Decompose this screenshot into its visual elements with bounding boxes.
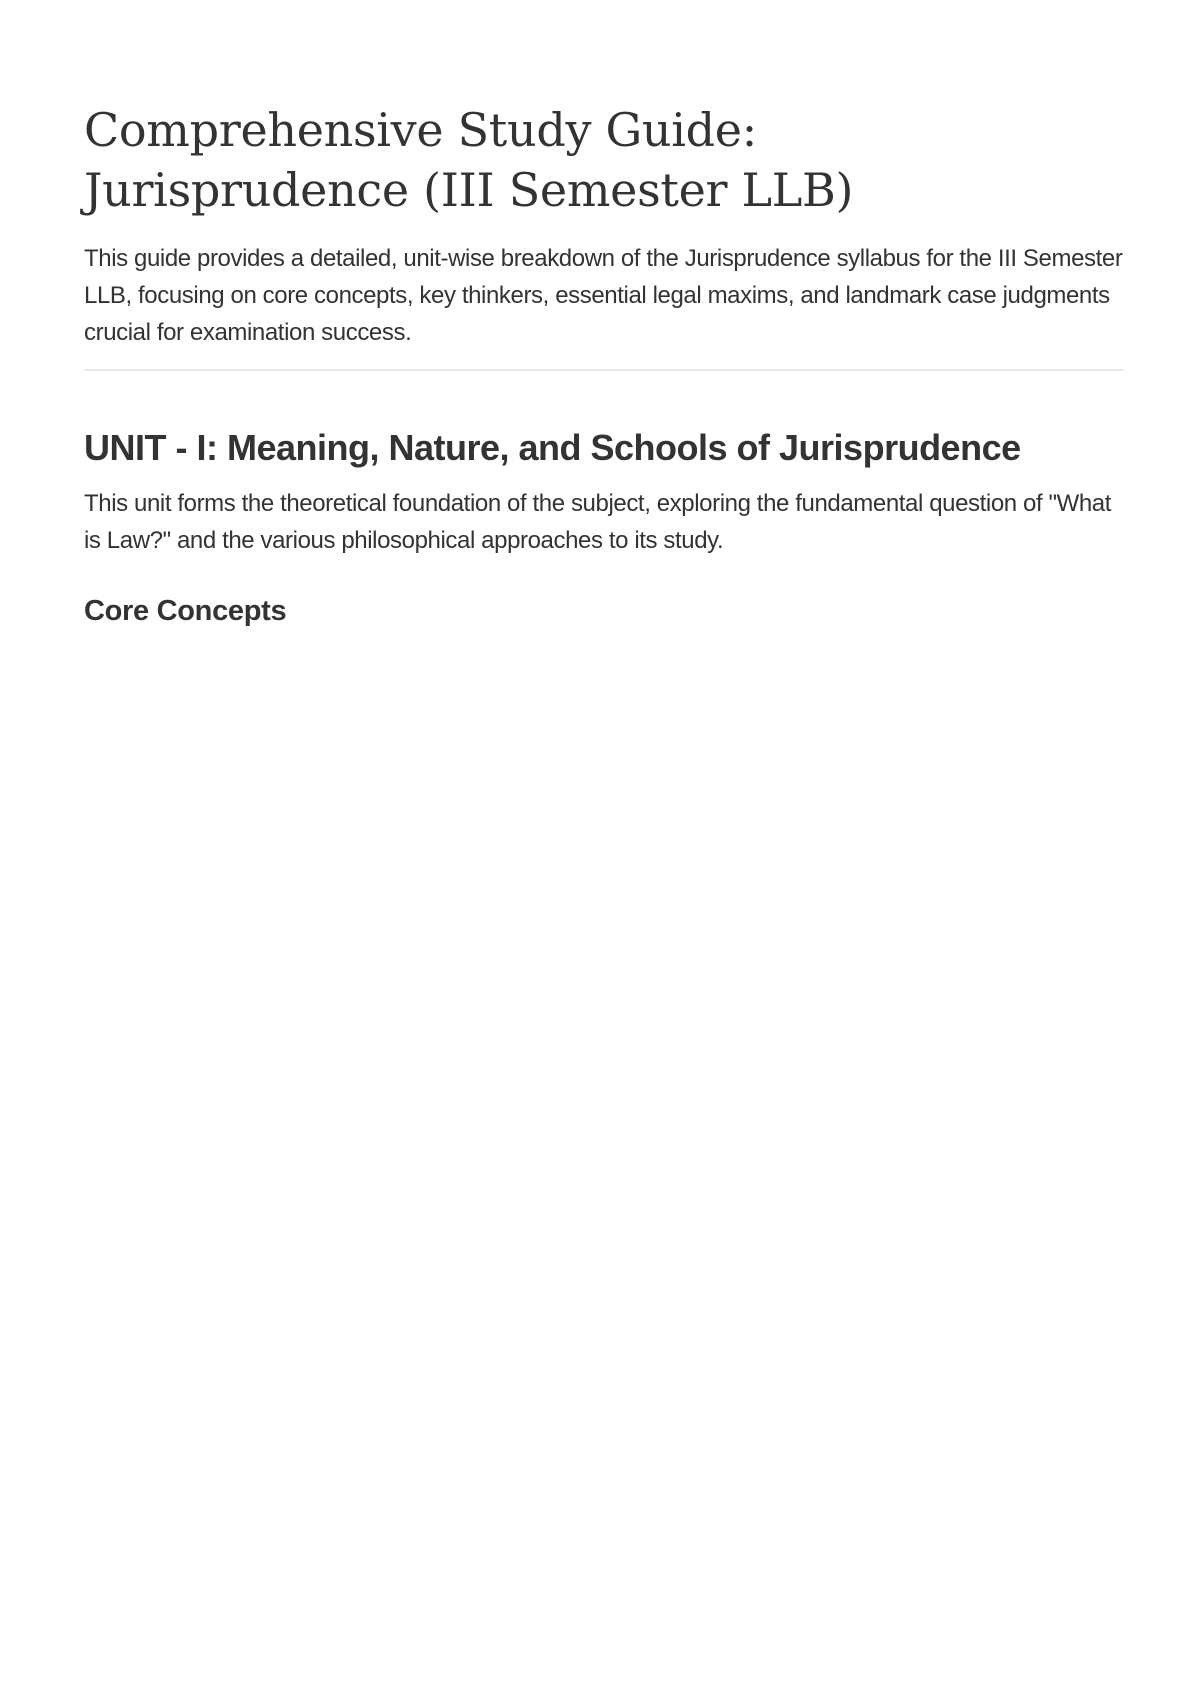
document-title-line-2: Jurisprudence (III Semester LLB) <box>84 163 854 217</box>
core-concepts-heading: Core Concepts <box>84 595 287 627</box>
document-title-line-1: Comprehensive Study Guide: <box>84 103 757 157</box>
document-page <box>84 100 1124 631</box>
section-divider <box>84 369 1124 371</box>
unit-1-intro: This unit forms the theoretical foundation of the subject, exploring the fundamental question of "What is Law?" and the various philosophical approaches to its study. <box>84 490 1112 554</box>
unit-1-heading: UNIT - I: Meaning, Nature, and Schools of Jurisprudence <box>84 427 1021 468</box>
document-intro: This guide provides a detailed, unit-wise breakdown of the Jurisprudence syllabus for the III Semester LLB, focusing on core concepts, key thinkers, essential legal maxims, and landmark case judgments crucial for examination success. <box>84 245 1123 346</box>
document-title <box>84 100 1124 220</box>
